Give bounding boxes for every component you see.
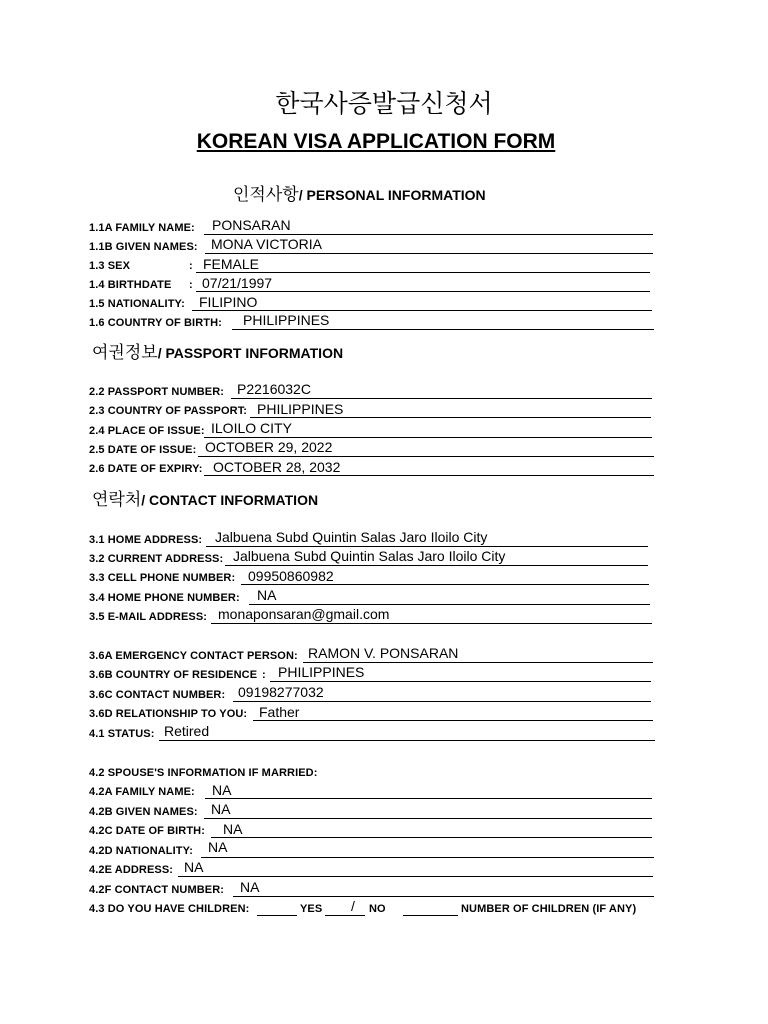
field-line-spouse-dob (211, 837, 652, 838)
field-line-children-yes-blank[interactable] (257, 915, 297, 916)
field-line-home-address (206, 546, 648, 547)
value-country-of-residence[interactable]: PHILIPPINES (278, 664, 365, 680)
value-date-of-issue[interactable]: OCTOBER 29, 2022 (205, 439, 333, 455)
value-place-of-issue[interactable]: ILOILO CITY (211, 420, 292, 436)
value-date-of-expiry[interactable]: OCTOBER 28, 2032 (213, 459, 341, 475)
field-line-passport-number (231, 398, 652, 399)
value-family-name[interactable]: PONSARAN (212, 217, 291, 233)
value-birthdate[interactable]: 07/21/1997 (202, 275, 273, 291)
field-line-place-of-issue (204, 437, 652, 438)
value-emergency-person[interactable]: RAMON V. PONSARAN (308, 645, 459, 661)
field-line-spouse-given-names (204, 818, 652, 819)
field-line-family-name (204, 234, 653, 235)
label-birthdate-colon: : (189, 279, 193, 291)
field-line-given-names (205, 253, 653, 254)
field-line-current-address (225, 565, 648, 566)
label-emergency-person: 3.6A EMERGENCY CONTACT PERSON: (89, 650, 298, 662)
label-sex-colon: : (189, 260, 193, 272)
field-line-country-of-birth (232, 329, 654, 330)
value-given-names[interactable]: MONA VICTORIA (211, 236, 322, 252)
label-spouse-dob: 4.2C DATE OF BIRTH: (89, 825, 205, 837)
field-line-birthdate (196, 291, 650, 292)
field-line-emergency-person (303, 662, 653, 663)
field-line-spouse-address (178, 876, 653, 877)
section-heading-personal-ko: 인적사항 (233, 185, 299, 205)
section-heading-personal-en: / PERSONAL INFORMATION (298, 187, 486, 203)
value-children-no-mark[interactable]: / (351, 898, 355, 914)
label-spouse-family-name: 4.2A FAMILY NAME: (89, 786, 195, 798)
value-spouse-nationality[interactable]: NA (208, 839, 228, 855)
value-spouse-family-name[interactable]: NA (212, 782, 232, 798)
label-nationality: 1.5 NATIONALITY: (89, 298, 185, 310)
field-line-country-of-residence (270, 681, 651, 682)
value-current-address[interactable]: Jalbuena Subd Quintin Salas Jaro Iloilo City (233, 548, 506, 564)
form-title-korean: 한국사증발급신청서 (275, 89, 493, 118)
field-line-email (211, 623, 652, 624)
label-spouse-given-names: 4.2B GIVEN NAMES: (89, 806, 198, 818)
section-heading-passport-ko: 여권정보 (92, 343, 158, 363)
form-title-english: KOREAN VISA APPLICATION FORM (196, 130, 556, 153)
field-line-country-of-passport (250, 417, 651, 418)
value-spouse-dob[interactable]: NA (223, 821, 243, 837)
section-heading-passport (92, 338, 343, 363)
label-date-of-issue: 2.5 DATE OF ISSUE: (89, 444, 197, 456)
value-sex[interactable]: FEMALE (203, 256, 260, 272)
label-status: 4.1 STATUS: (89, 728, 155, 740)
section-heading-personal (233, 180, 486, 205)
label-country-of-passport: 2.3 COUNTRY OF PASSPORT: (89, 405, 248, 417)
label-spouse-nationality: 4.2D NATIONALITY: (89, 845, 193, 857)
label-country-of-residence-colon: : (262, 669, 266, 681)
section-heading-contact (92, 485, 318, 510)
field-line-spouse-nationality (201, 857, 654, 858)
label-children-no: NO (369, 903, 386, 915)
label-sex: 1.3 SEX (89, 260, 131, 272)
label-current-address: 3.2 CURRENT ADDRESS: (89, 553, 224, 565)
field-line-date-of-issue (198, 456, 654, 457)
field-line-children-no-blank[interactable] (325, 915, 365, 916)
value-spouse-address[interactable]: NA (184, 859, 204, 875)
field-line-status (159, 740, 655, 741)
label-children: 4.3 DO YOU HAVE CHILDREN: (89, 903, 250, 915)
value-nationality[interactable]: FILIPINO (199, 294, 258, 310)
label-spouse-contact: 4.2F CONTACT NUMBER: (89, 884, 225, 896)
label-contact-number: 3.6C CONTACT NUMBER: (89, 689, 226, 701)
field-line-relationship (253, 720, 653, 721)
value-status[interactable]: Retired (164, 723, 210, 739)
label-cell-phone: 3.3 CELL PHONE NUMBER: (89, 572, 236, 584)
field-line-contact-number (233, 701, 651, 702)
section-heading-contact-ko: 연락처 (92, 490, 142, 510)
section-heading-passport-en: / PASSPORT INFORMATION (157, 345, 344, 361)
field-line-home-phone (249, 604, 650, 605)
value-country-of-passport[interactable]: PHILIPPINES (257, 401, 344, 417)
label-relationship: 3.6D RELATIONSHIP TO YOU: (89, 708, 248, 720)
value-relationship[interactable]: Father (259, 704, 300, 720)
field-line-date-of-expiry (204, 475, 654, 476)
value-country-of-birth[interactable]: PHILIPPINES (243, 312, 330, 328)
value-spouse-contact[interactable]: NA (240, 879, 260, 895)
field-line-children-count-blank[interactable] (403, 915, 458, 916)
value-contact-number[interactable]: 09198277032 (238, 684, 324, 700)
label-children-yes: YES (300, 903, 323, 915)
label-passport-number: 2.2 PASSPORT NUMBER: (89, 386, 225, 398)
label-family-name: 1.1A FAMILY NAME: (89, 222, 195, 234)
label-birthdate: 1.4 BIRTHDATE (89, 279, 172, 291)
spouse-heading: 4.2 SPOUSE'S INFORMATION IF MARRIED: (89, 767, 318, 779)
value-spouse-given-names[interactable]: NA (211, 801, 231, 817)
label-home-address: 3.1 HOME ADDRESS: (89, 534, 203, 546)
field-line-spouse-contact (233, 896, 654, 897)
value-home-phone[interactable]: NA (257, 587, 277, 603)
label-date-of-expiry: 2.6 DATE OF EXPIRY: (89, 463, 203, 475)
field-line-nationality (192, 310, 652, 311)
label-place-of-issue: 2.4 PLACE OF ISSUE: (89, 425, 205, 437)
value-passport-number[interactable]: P2216032C (237, 381, 311, 397)
value-cell-phone[interactable]: 09950860982 (248, 568, 334, 584)
field-line-spouse-family-name (205, 798, 652, 799)
label-home-phone: 3.4 HOME PHONE NUMBER: (89, 592, 240, 604)
value-home-address[interactable]: Jalbuena Subd Quintin Salas Jaro Iloilo City (215, 529, 488, 545)
label-children-count: NUMBER OF CHILDREN (IF ANY) (461, 903, 637, 915)
label-country-of-residence: 3.6B COUNTRY OF RESIDENCE (89, 669, 258, 681)
label-email: 3.5 E-MAIL ADDRESS: (89, 611, 208, 623)
label-given-names: 1.1B GIVEN NAMES: (89, 241, 198, 253)
label-country-of-birth: 1.6 COUNTRY OF BIRTH: (89, 317, 222, 329)
label-spouse-address: 4.2E ADDRESS: (89, 864, 174, 876)
field-line-sex (196, 272, 650, 273)
section-heading-contact-en: / CONTACT INFORMATION (141, 492, 319, 508)
field-line-cell-phone (241, 584, 649, 585)
value-email[interactable]: monaponsaran@gmail.com (218, 606, 390, 622)
